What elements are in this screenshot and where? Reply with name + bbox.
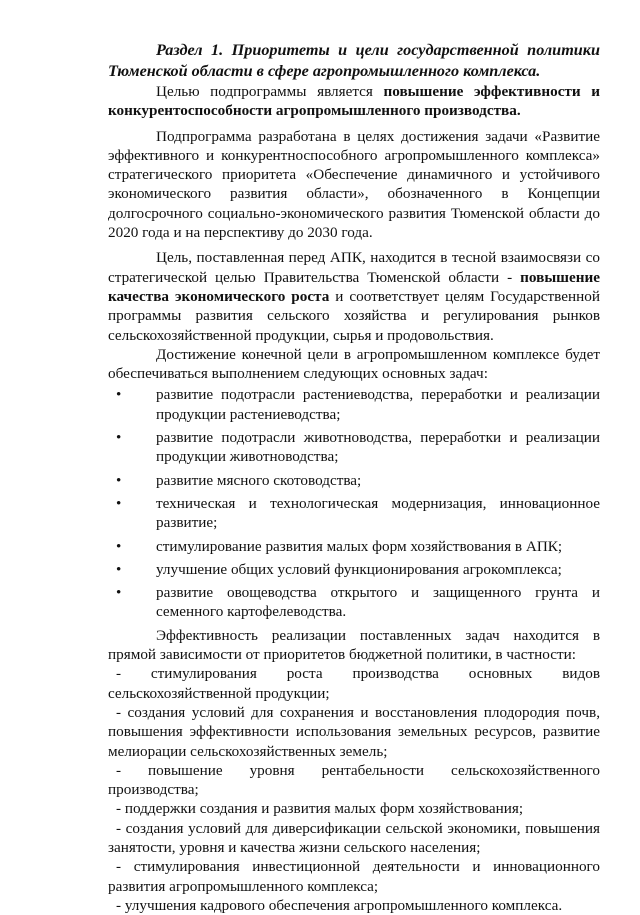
task-text: развитие мясного скотоводства; xyxy=(156,471,362,489)
goal-lead: Целью подпрограммы является xyxy=(156,83,384,100)
tasks-list xyxy=(108,385,600,621)
list-item xyxy=(108,494,600,533)
task-text: развитие подотрасли животноводства, переработки и реализации продукции животноводства; xyxy=(156,429,600,466)
apk-goal-bold: повышение качества экономического роста xyxy=(108,268,600,305)
priority-item: - повышение уровня рентабельности сельскохозяйственного производства; xyxy=(108,761,600,799)
task-text: стимулирование развития малых форм хозяйствования в АПК; xyxy=(156,537,563,555)
priority-item: - стимулирования роста производства основных видов сельскохозяйственной продукции; xyxy=(108,665,600,702)
bullet-icon: • xyxy=(116,471,122,489)
task-text: развитие овощеводства открытого и защищенного грунта и семенного картофелеводства. xyxy=(156,584,600,621)
priority-item: - создания условий для диверсификации сельской экономики, повышения занятости, уровня и качества жизни сельского населения; xyxy=(108,819,600,856)
priority-item: - стимулирования инвестиционной деятельности и инновационного развития агропромышленного комплекса; xyxy=(108,858,600,895)
bullet-icon: • xyxy=(116,537,122,555)
apk-goal-lead: Цель, поставленная перед АПК, находится в тесной взаимосвязи со стратегической целью Правительства Тюменской области - xyxy=(108,249,600,286)
list-item xyxy=(108,385,600,424)
list-item xyxy=(108,537,600,556)
priority-item: - поддержки создания и развития малых форм хозяйствования; xyxy=(116,800,524,818)
paragraph-program: Подпрограмма разработана в целях достижения задачи «Развитие эффективного и конкурентноспособного агропромышленного комплекса» стратегического приоритета «Обеспечение динамичного и устойчивого экономического развития области», обозначенного в Концепции долгосрочного социально-экономического развития Тюменской области до 2020 года и на перспективу до 2030 года. xyxy=(108,127,600,242)
paragraph-apk-goal xyxy=(108,248,600,344)
paragraph-efficiency: Эффективность реализации поставленных задач находится в прямой зависимости от приоритетов бюджетной политики, в частности: xyxy=(108,626,600,664)
task-text: техническая и технологическая модернизация, инновационное развитие; xyxy=(156,494,600,532)
list-item xyxy=(108,471,600,490)
goal-bold: повышение эффективности и конкурентоспособности агропромышленного производства. xyxy=(108,83,600,120)
paragraph-goal xyxy=(108,82,600,121)
section-heading: Раздел 1. Приоритеты и цели государственной политики Тюменской области в сфере агропромышленного комплекса. xyxy=(108,41,600,80)
task-text: развитие подотрасли растениеводства, переработки и реализации продукции растениеводства; xyxy=(156,386,600,423)
bullet-icon: • xyxy=(116,494,122,512)
apk-goal-tail: и соответствует целям Государственной программы развития сельского хозяйства и регулирования рынков сельскохозяйственной продукции, сырья и продовольствия. xyxy=(108,287,600,344)
priority-item: - улучшения кадрового обеспечения агропромышленного комплекса. xyxy=(116,896,563,914)
bullet-icon: • xyxy=(116,584,122,602)
list-item xyxy=(108,428,600,467)
priority-item: - создания условий для сохранения и восстановления плодородия почв, повышения эффективности использования земельных ресурсов, развитие мелиорации сельскохозяйственных земель; xyxy=(108,703,600,760)
bullet-icon: • xyxy=(116,386,122,404)
paragraph-tasks-intro: Достижение конечной цели в агропромышленном комплексе будет обеспечиваться выполнением следующих основных задач: xyxy=(108,345,600,383)
list-item xyxy=(108,560,600,579)
task-text: улучшение общих условий функционирования агрокомплекса; xyxy=(156,560,562,578)
bullet-icon: • xyxy=(116,429,122,447)
bullet-icon: • xyxy=(116,560,122,578)
list-item xyxy=(108,583,600,622)
priorities-list xyxy=(108,664,600,915)
